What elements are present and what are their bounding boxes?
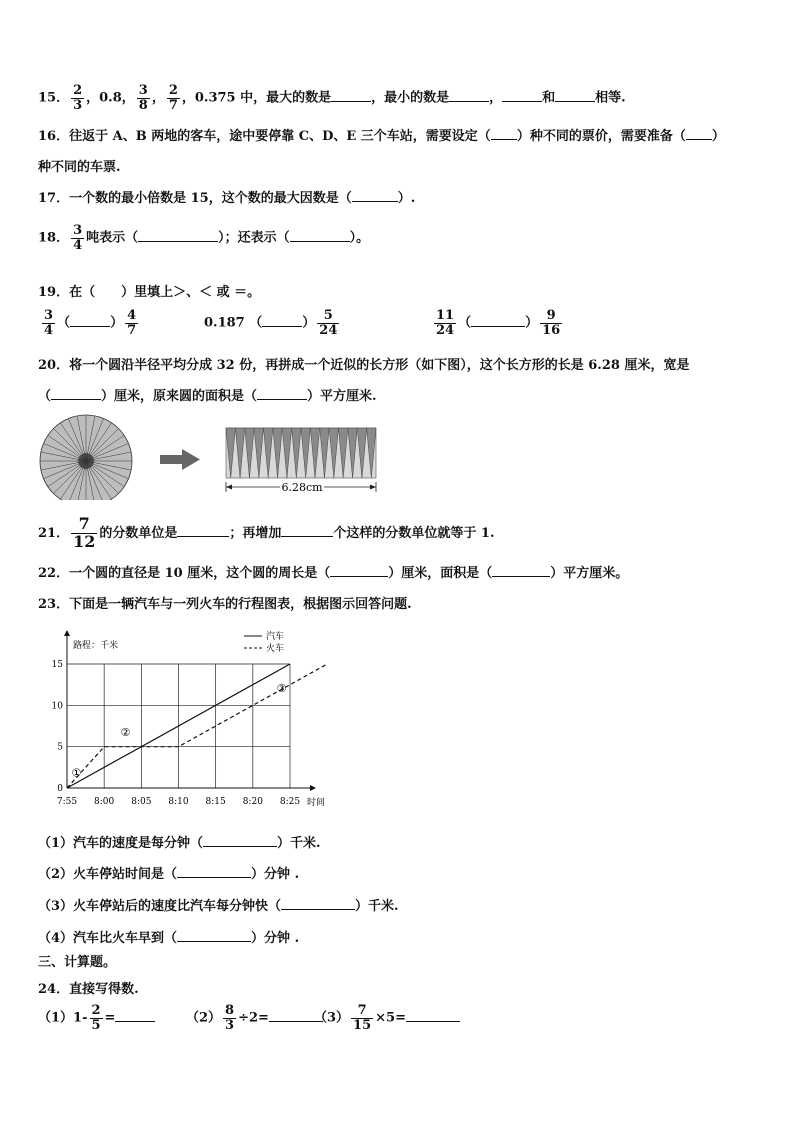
answer-blank[interactable] [331, 101, 371, 102]
compare-item-3: $\frac{11}{24}$ （ ） $\frac{9}{16}$ [436, 308, 561, 338]
question-16-line2: 种不同的车票. [38, 160, 121, 175]
q23-sub-3: （3）火车停站后的速度比汽车每分钟快（ ）千米. [38, 899, 399, 914]
y-tick-label: 10 [51, 701, 63, 712]
question-21: 21． $\frac{7}{12}$ 的分数单位是 ；再增加 个这样的分数单位就等于 1. [38, 514, 495, 551]
y-tick-label: 0 [57, 784, 63, 794]
x-axis-title: 时间 [306, 798, 326, 808]
answer-blank[interactable] [555, 101, 595, 102]
question-20: 20．将一个圆沿半径平均分成 32 份，再拼成一个近似的长方形（如下图），这个长方形的长是 6.28 厘米，宽是 [38, 358, 690, 373]
section-heading: 三、计算题。 [38, 955, 117, 970]
answer-blank[interactable] [70, 314, 110, 327]
x-tick-label: 8:25 [279, 797, 301, 807]
dimension-label: 6.28cm [281, 481, 323, 494]
fraction-2-3: $\frac{2}{3}$ [73, 83, 83, 113]
circle-sectors [40, 415, 132, 500]
y-axis-arrow [64, 630, 70, 636]
dimension-line [226, 480, 376, 494]
x-tick-label: 8:05 [131, 797, 152, 807]
question-17: 17．一个数的最小倍数是 15，这个数的最大因数是（ ）. [38, 191, 416, 206]
answer-blank[interactable] [177, 929, 251, 942]
q23-sub-2: （2）火车停站时间是（ ）分钟 . [38, 867, 300, 882]
answer-blank[interactable] [492, 564, 550, 577]
q24-part-2: （2） $\frac{8}{3}$ ÷2= [186, 1004, 323, 1032]
arrow-icon [160, 449, 200, 470]
y-axis-title: 路程：千米 [73, 641, 119, 651]
annotation-label: ② [120, 725, 131, 739]
answer-blank[interactable] [257, 387, 307, 400]
question-19-title: 19．在（ ）里填上＞、＜ 或 ＝。 [38, 285, 261, 300]
compare-item-1: $\frac{3}{4}$ （ ） $\frac{4}{7}$ [44, 308, 137, 338]
question-16: 16．往返于 A、B 两地的客车，途中要停靠 C、D、E 三个车站，需要设定（ ）种不同的票价，需要准备（ ） [38, 129, 725, 144]
annotation-label: ① [71, 766, 82, 780]
question-15: 15． $\frac{2}{3}$ ，0.8， $\frac{3}{8}$ ， $\frac{2}{7}$ ，0.375 中，最大的数是 ，最小的数是 ， 和 相等. [38, 83, 626, 113]
answer-blank[interactable] [177, 865, 251, 878]
answer-blank[interactable] [330, 564, 388, 577]
q23-sub-4: （4）汽车比火车早到（ ）分钟 . [38, 931, 300, 946]
answer-blank[interactable] [406, 1021, 460, 1022]
answer-blank[interactable] [281, 536, 333, 537]
x-tick-label: 8:10 [168, 797, 189, 807]
compare-item-2: 0.187 （ ） $\frac{5}{24}$ [204, 308, 338, 338]
rectangle-sectors [226, 428, 376, 478]
question-22: 22．一个圆的直径是 10 厘米，这个圆的周长是（ ）厘米，面积是（ ）平方厘米。 [38, 566, 629, 581]
y-tick-label: 5 [57, 742, 63, 753]
answer-blank[interactable] [203, 834, 277, 847]
fraction-3-8: $\frac{3}{8}$ [138, 83, 148, 113]
annotation-label: ③ [276, 682, 287, 696]
question-24: 24．直接写得数. [38, 982, 139, 997]
question-23: 23．下面是一辆汽车与一列火车的行程图表，根据图示回答问题. [38, 597, 412, 612]
y-tick-label: 15 [51, 660, 63, 670]
answer-blank[interactable] [290, 229, 350, 242]
answer-blank[interactable] [502, 101, 542, 102]
legend-label: 火车 [266, 644, 285, 654]
answer-blank[interactable] [686, 127, 712, 140]
answer-blank[interactable] [471, 314, 525, 327]
fraction-2-7: $\frac{2}{7}$ [168, 83, 178, 113]
answer-blank[interactable] [115, 1021, 155, 1022]
answer-blank[interactable] [138, 229, 218, 242]
travel-chart [40, 624, 350, 810]
q24-part-3: （3） $\frac{7}{15}$ ×5= [314, 1004, 460, 1032]
x-tick-label: 7:55 [56, 797, 78, 807]
fraction-7-12: $\frac{7}{12}$ [73, 514, 96, 551]
x-tick-label: 8:20 [242, 797, 263, 807]
x-tick-label: 8:00 [94, 797, 115, 807]
answer-blank[interactable] [352, 189, 398, 202]
answer-blank[interactable] [281, 897, 355, 910]
x-axis-arrow [310, 785, 316, 791]
question-18: 18． $\frac{3}{4}$ 吨表示（ ）；还表示（ ）。 [38, 223, 370, 253]
q24-part-1: （1）1- $\frac{2}{5}$ = [38, 1004, 155, 1032]
x-tick-label: 8:15 [205, 797, 226, 807]
answer-blank[interactable] [262, 314, 302, 327]
answer-blank[interactable] [177, 536, 229, 537]
legend-label: 汽车 [266, 632, 285, 642]
circle-to-rectangle-figure [36, 414, 392, 500]
q23-sub-1: （1）汽车的速度是每分钟（ ）千米. [38, 836, 321, 851]
answer-blank[interactable] [51, 387, 101, 400]
series-line-火车 [67, 664, 327, 788]
answer-blank[interactable] [449, 101, 489, 102]
fraction-3-4: $\frac{3}{4}$ [73, 223, 83, 253]
question-20-line2: （ ）厘米，原来圆的面积是（ ）平方厘米. [38, 389, 377, 404]
answer-blank[interactable] [491, 127, 517, 140]
